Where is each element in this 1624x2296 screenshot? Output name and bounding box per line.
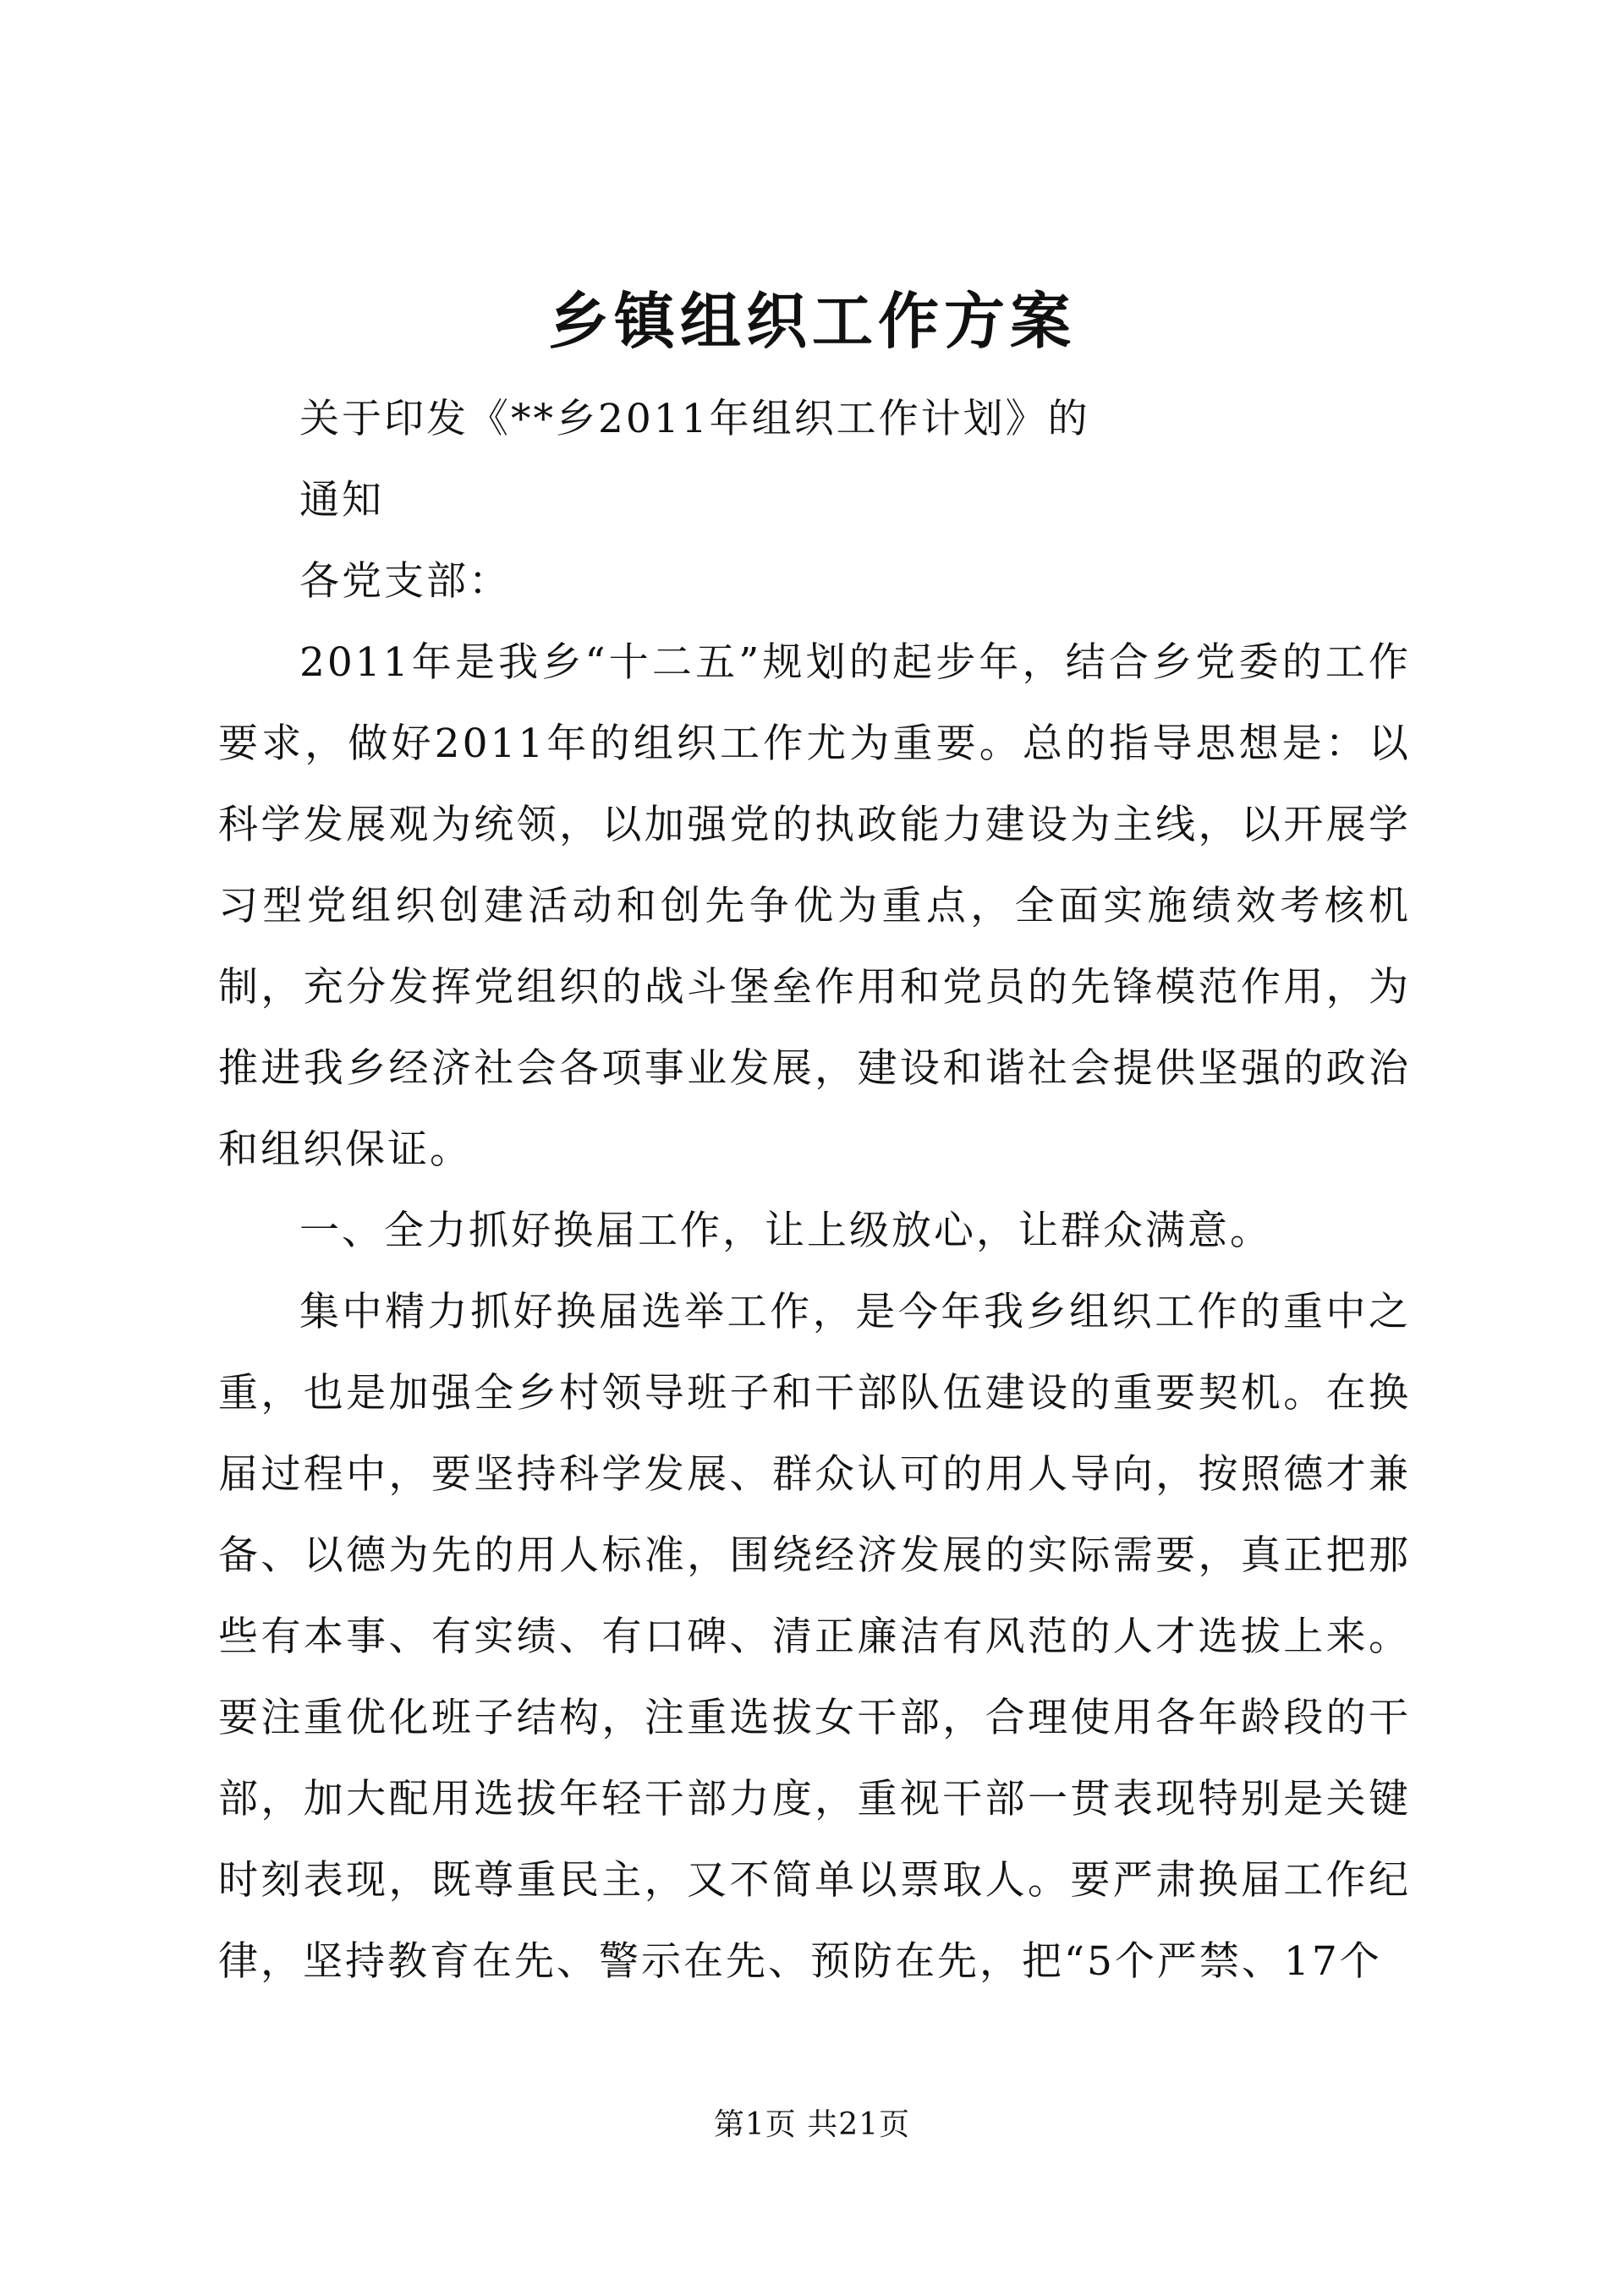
paragraph-guiding-thought: 2011年是我乡“十二五”规划的起步年，结合乡党委的工作要求，做好2011年的组织工作尤为重要。总的指导思想是：以科学发展观为统领，以加强党的执政能力建设为主线，以开展学习型党组织创建活动和创先争优为重点，全面实施绩效考核机制，充分发挥党组织的战斗堡垒作用和党员的先锋模范作用，为推进我乡经济社会各项事业发展，建设和谐社会提供坚强的政治和组织保证。 bbox=[218, 639, 1411, 1173]
section-heading-1: 一、全力抓好换届工作，让上级放心，让群众满意。 bbox=[299, 1208, 1272, 1254]
salutation: 各党支部： bbox=[299, 558, 511, 605]
document-title: 乡镇组织工作方案 bbox=[547, 285, 1076, 357]
notice-heading-line-2: 通知 bbox=[299, 477, 384, 523]
document-body bbox=[218, 379, 1411, 2003]
paragraph-election-work: 集中精力抓好换届选举工作，是今年我乡组织工作的重中之重，也是加强全乡村领导班子和干部队伍建设的重要契机。在换届过程中，要坚持科学发展、群众认可的用人导向，按照德才兼备、以德为先的用人标准，围绕经济发展的实际需要，真正把那些有本事、有实绩、有口碑、清正廉洁有风范的人才选拔上来。要注重优化班子结构，注重选拔女干部，合理使用各年龄段的干部，加大配用选拔年轻干部力度，重视干部一贯表现特别是关键时刻表现，既尊重民主，又不简单以票取人。要严肃换届工作纪律，坚持教育在先、警示在先、预防在先，把“5个严禁、17个 bbox=[218, 1289, 1411, 1985]
page-number-footer: 第1页 共21页 bbox=[713, 2107, 911, 2142]
notice-heading-line-1: 关于印发《**乡2011年组织工作计划》的 bbox=[299, 396, 1090, 442]
